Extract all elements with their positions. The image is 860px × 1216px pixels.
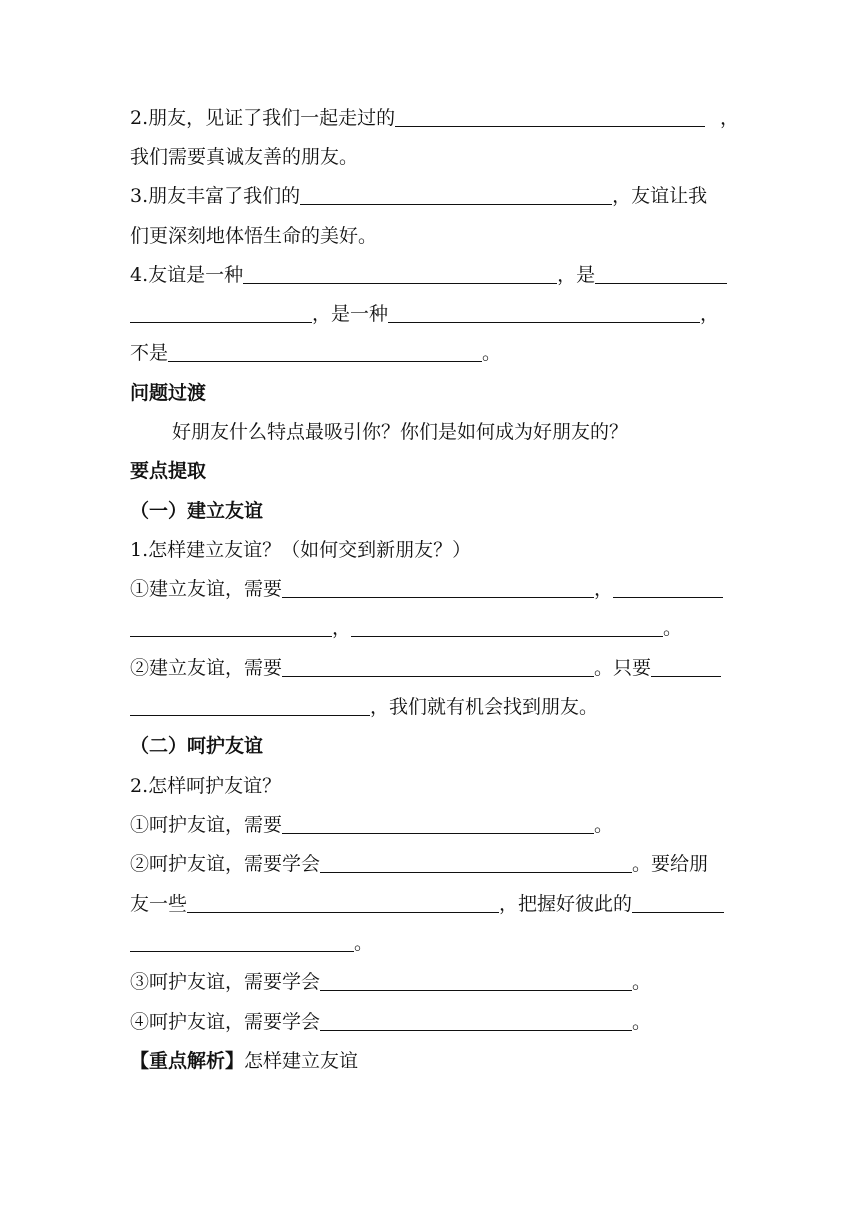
care4-blank[interactable] [320, 1010, 632, 1031]
care3-end: 。 [632, 971, 652, 993]
q4-comma: ， [700, 303, 720, 325]
q4-line2 [130, 302, 730, 326]
analysis-label: 【重点解析】 [130, 1050, 245, 1072]
analysis-text: 怎样建立友谊 [244, 1050, 359, 1072]
q4-blank-3[interactable] [388, 302, 700, 323]
q3-prefix: 3.朋友丰富了我们的 [130, 185, 301, 207]
care2-blank-3b[interactable] [130, 931, 354, 952]
q4-blank-2b[interactable] [130, 302, 312, 323]
item2-line2-post: ，我们就有机会找到朋友。 [370, 696, 599, 718]
item2-line2 [130, 695, 730, 719]
care2-line2-mid: ，把握好彼此的 [499, 893, 633, 915]
q4-prefix: 4.友谊是一种 [130, 264, 244, 286]
item2-blank-2b[interactable] [130, 695, 370, 716]
q2-line1 [130, 106, 740, 130]
item1-line1 [130, 577, 730, 601]
item2-line1 [130, 656, 730, 680]
q3-line2: 们更深刻地体悟生命的美好。 [130, 225, 378, 247]
q4-blank-4[interactable] [168, 341, 482, 362]
q3-blank[interactable] [300, 184, 612, 205]
care2-line2-prefix: 友一些 [130, 893, 188, 915]
item2-blank-2a[interactable] [651, 656, 721, 677]
care2-blank-2[interactable] [187, 892, 499, 913]
care3-line [130, 970, 730, 994]
item1-sep1: ， [594, 578, 614, 600]
q4-line3 [130, 341, 730, 365]
care1-blank[interactable] [282, 813, 594, 834]
question-2: 2.怎样呵护友谊？ [130, 775, 282, 797]
care2-line3 [130, 931, 730, 955]
item1-blank-1[interactable] [282, 577, 594, 598]
q2-blank[interactable] [395, 106, 705, 127]
section-heading-1: （一）建立友谊 [130, 500, 264, 522]
care3-blank[interactable] [320, 970, 632, 991]
care2-line3-end: 。 [354, 932, 374, 954]
item1-prefix: ①建立友谊，需要 [130, 578, 283, 600]
section-heading-2: （二）呵护友谊 [130, 735, 264, 757]
item1-line2 [130, 616, 730, 640]
care4-end: 。 [632, 1011, 652, 1033]
care1-end: 。 [594, 814, 614, 836]
item1-end: 。 [663, 617, 683, 639]
item1-blank-2b[interactable] [130, 616, 332, 637]
q2-suffix: ， [720, 107, 740, 129]
item2-mid: 。只要 [594, 657, 652, 679]
q4-blank-1[interactable] [243, 263, 557, 284]
q3-line1 [130, 184, 730, 208]
analysis-line [130, 1049, 730, 1073]
q4-line1 [130, 263, 730, 287]
item2-prefix: ②建立友谊，需要 [130, 657, 283, 679]
care2-mid: 。要给朋 [632, 853, 709, 875]
key-points-heading: 要点提取 [130, 460, 207, 482]
care4-prefix: ④呵护友谊，需要学会 [130, 1011, 321, 1033]
q4-line3-prefix: 不是 [130, 342, 169, 364]
care4-line [130, 1010, 730, 1034]
item2-blank-1[interactable] [282, 656, 594, 677]
q4-blank-2a[interactable] [595, 263, 727, 284]
care1-line [130, 813, 730, 837]
q2-prefix: 2.朋友，见证了我们一起走过的 [130, 107, 396, 129]
care3-prefix: ③呵护友谊，需要学会 [130, 971, 321, 993]
q4-mid2: ，是一种 [312, 303, 389, 325]
care1-prefix: ①呵护友谊，需要 [130, 814, 283, 836]
q2-line2: 我们需要真诚友善的朋友。 [130, 146, 359, 168]
transition-text: 好朋友什么特点最吸引你？你们是如何成为好朋友的？ [172, 421, 629, 443]
question-1: 1.怎样建立友谊？（如何交到新朋友？） [130, 539, 472, 561]
q4-period: 。 [482, 342, 502, 364]
care2-line1 [130, 852, 730, 876]
care2-blank-1[interactable] [320, 852, 632, 873]
item1-blank-2a[interactable] [613, 577, 723, 598]
item1-sep2: ， [332, 617, 352, 639]
transition-heading: 问题过渡 [130, 382, 207, 404]
care2-line2 [130, 892, 730, 916]
care2-prefix: ②呵护友谊，需要学会 [130, 853, 321, 875]
q4-mid: ，是 [557, 264, 596, 286]
care2-blank-3a[interactable] [632, 892, 724, 913]
q3-suffix: ，友谊让我 [612, 185, 708, 207]
item1-blank-3[interactable] [351, 616, 663, 637]
